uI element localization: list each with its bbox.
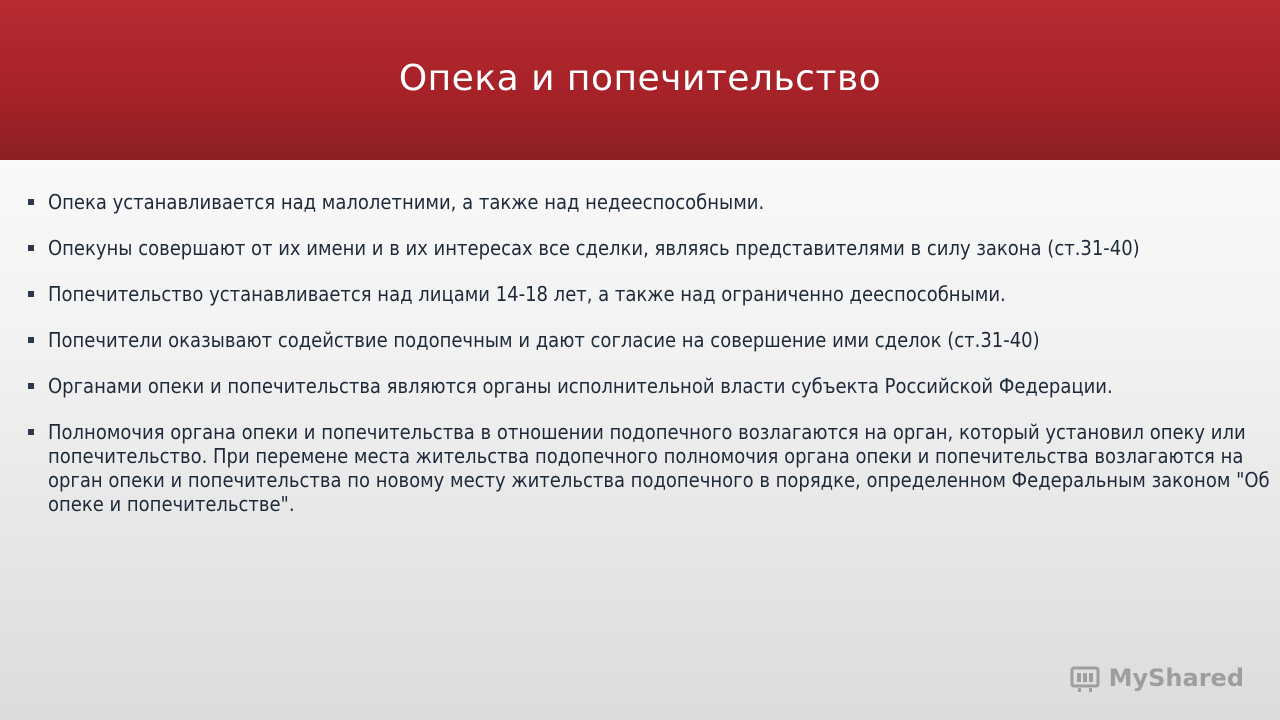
bullet-list xyxy=(22,190,1270,516)
title-banner xyxy=(0,0,1280,160)
bullet-text: Полномочия органа опеки и попечительства в отношении подопечного возлагаются на орган, который установил опеку или попечительство. При перемене места жительства подопечного полномочия органа опеки и попечительства возлагаются на орган опеки и попечительства по новому месту жительства подопечного в порядке, определенном Федеральным законом "Об опеке и попечительстве". xyxy=(48,420,1270,516)
watermark-text: MyShared xyxy=(1108,664,1244,692)
square-bullet-icon xyxy=(28,291,34,297)
bullet-item xyxy=(22,236,1270,260)
square-bullet-icon xyxy=(28,199,34,205)
bullet-item xyxy=(22,328,1270,352)
bullet-item xyxy=(22,374,1270,398)
square-bullet-icon xyxy=(28,383,34,389)
bullet-text: Попечительство устанавливается над лицами 14-18 лет, а также над ограниченно дееспособными. xyxy=(48,282,1006,306)
myshared-watermark xyxy=(1069,662,1244,694)
square-bullet-icon xyxy=(28,429,34,435)
bullet-text: Органами опеки и попечительства являются органы исполнительной власти субъекта Российской Федерации. xyxy=(48,374,1113,398)
slide-title: Опека и попечительство xyxy=(398,57,882,99)
square-bullet-icon xyxy=(28,337,34,343)
bullet-text: Опека устанавливается над малолетними, а также над недееспособными. xyxy=(48,190,765,214)
bullet-item xyxy=(22,282,1270,306)
bullet-item xyxy=(22,190,1270,214)
myshared-logo-icon xyxy=(1069,662,1101,694)
square-bullet-icon xyxy=(28,245,34,251)
bullet-text: Опекуны совершают от их имени и в их интересах все сделки, являясь представителями в силу закона (ст.31-40) xyxy=(48,236,1140,260)
slide-content xyxy=(22,190,1270,538)
bullet-text: Попечители оказывают содействие подопечным и дают согласие на совершение ими сделок (ст.31-40) xyxy=(48,328,1040,352)
bullet-item xyxy=(22,420,1270,516)
